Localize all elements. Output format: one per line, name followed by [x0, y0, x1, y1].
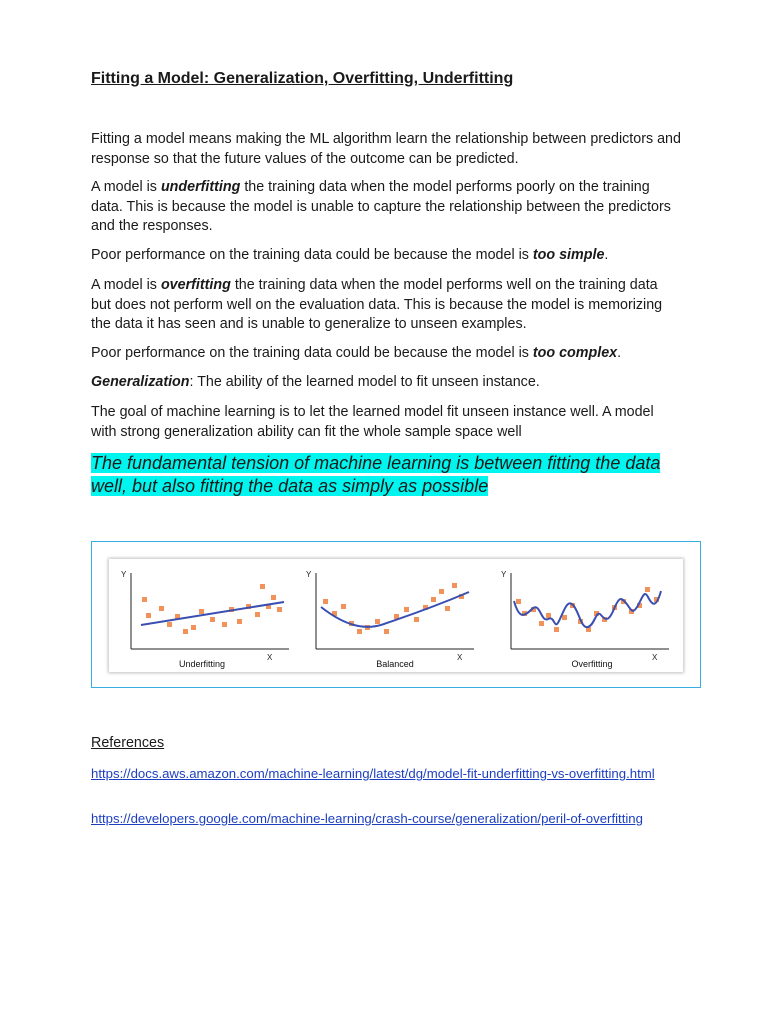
text: A model is	[91, 179, 161, 195]
panel-balanced	[306, 570, 474, 669]
panel-overfitting	[501, 570, 669, 669]
paragraph-overfitting	[91, 276, 681, 335]
fit-curve	[514, 591, 661, 627]
panel-label: Balanced	[376, 659, 414, 669]
paragraph-definition: Fitting a model means making the ML algorithm learn the relationship between predictors and response so that the future values of the outcome can be predicted.	[91, 131, 681, 167]
y-axis-label: Y	[306, 570, 312, 579]
text: Poor performance on the training data could be because the model is	[91, 345, 533, 361]
panel-underfitting	[121, 570, 289, 669]
references-heading: References	[91, 735, 165, 751]
y-axis-label: Y	[501, 570, 507, 579]
reference-link-google[interactable]: https://developers.google.com/machine-learning/crash-course/generalization/peril-of-overfitting	[91, 811, 643, 826]
term-generalization: Generalization	[91, 374, 190, 390]
data-points	[323, 583, 464, 634]
text: : The ability of the learned model to fit unseen instance.	[189, 374, 540, 390]
highlight-statement	[91, 452, 671, 497]
text: Poor performance on the training data could be because the model is	[91, 247, 533, 263]
text: .	[604, 247, 609, 263]
y-axis-label: Y	[121, 570, 127, 579]
x-axis-label: X	[652, 653, 658, 662]
figure-image	[109, 559, 683, 672]
paragraph-too-complex	[91, 344, 681, 364]
term-underfitting: underfitting	[160, 179, 241, 195]
paragraph-underfitting	[91, 178, 681, 237]
x-axis-label: X	[457, 653, 463, 662]
document-title: Fitting a Model: Generalization, Overfitting, Underfitting	[91, 70, 514, 87]
panel-label: Underfitting	[178, 659, 226, 669]
paragraph-generalization	[91, 373, 681, 393]
paragraph-too-simple	[91, 246, 681, 266]
text: the training data when the model performs poorly on the training data. This is because the model is unable to capture the relationship between the predictors and the responses.	[91, 179, 671, 234]
text: the training data when the model performs well on the training data but does not perform well on the evaluation data. This is because the model is memorizing the data it has seen and is unable to generalize to unseen examples.	[91, 277, 663, 332]
fitting-illustration	[109, 559, 683, 672]
reference-link-aws[interactable]: https://docs.aws.amazon.com/machine-learning/latest/dg/model-fit-underfitting-vs-overfitting.html	[91, 766, 655, 781]
highlight-text: The fundamental tension of machine learning is between fitting the data well, but also fitting the data as simply as possible	[91, 453, 661, 496]
panel-label: Overfitting	[571, 659, 613, 669]
text: A model is	[91, 277, 161, 293]
term-too-simple: too simple	[532, 247, 605, 263]
paragraph-goal: The goal of machine learning is to let the learned model fit unseen instance well. A model with strong generalization ability can fit the whole sample space well	[91, 404, 654, 440]
text: .	[617, 345, 622, 361]
x-axis-label: X	[267, 653, 273, 662]
data-points	[142, 584, 282, 634]
term-too-complex: too complex	[532, 345, 618, 361]
term-overfitting: overfitting	[160, 277, 231, 293]
figure-frame	[91, 541, 701, 688]
